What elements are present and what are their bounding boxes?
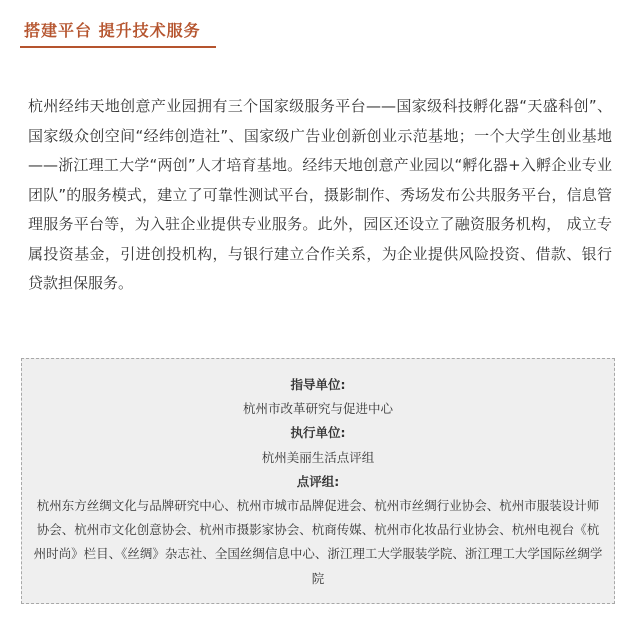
article-paragraph: 杭州经纬天地创意产业园拥有三个国家级服务平台——国家级科技孵化器“天盛科创”、国家级众创空间“经纬创造社”、国家级广告业创新创业示范基地；一个大学生创业基地——浙江理工大学“两创”人才培育基地。经纬天地创意产业园以“孵化器+入孵企业专业团队”的服务模式，建立了可靠性测试平台，摄影制作、秀场发布公共服务平台，信息管理服务平台等，为入驻企业提供专业服务。此外，园区还设立了融资服务机构， 成立专属投资基金，引进创投机构，与银行建立合作关系，为企业提供风险投资、借款、银行贷款担保服务。 [28,97,612,292]
guide-unit-label: 指导单位: [290,377,346,392]
title-underline [20,46,216,48]
guide-unit-value: 杭州市改革研究与促进中心 [242,401,393,417]
review-group-label: 点评组: [296,473,340,489]
section-title: 搭建平台 提升技术服务 [24,21,201,40]
review-group-members: 杭州东方丝绸文化与品牌研究中心、杭州市城市品牌促进会、杭州市丝绸行业协会、杭州市服装设计师协会、杭州市文化创意协会、杭州市摄影家协会、杭商传媒、杭州市化妆品行业协会、杭州电视台《杭州时尚》栏目、《丝绸》杂志社、全国丝绸信息中心、浙江理工大学服装学院、浙江理工大学国际丝绸学院 [33,498,603,586]
credits-box [21,358,615,604]
exec-unit-value: 杭州美丽生活点评组 [261,449,375,465]
section-heading [20,18,216,48]
exec-unit-label: 执行单位: [290,425,346,441]
